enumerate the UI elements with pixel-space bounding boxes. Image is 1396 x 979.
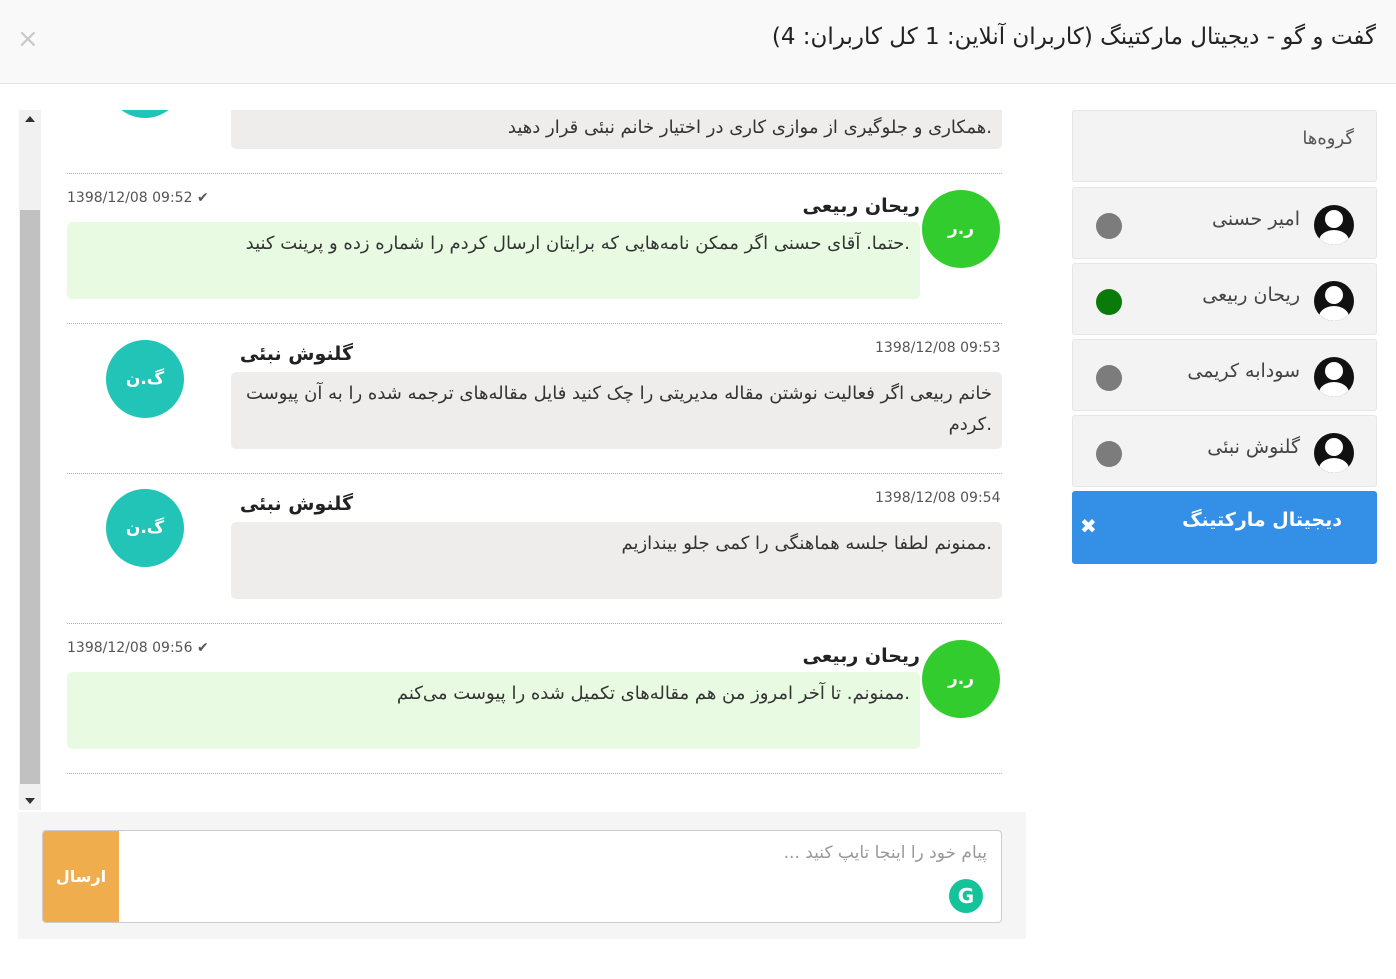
dialog-title: گفت و گو - دیجیتال مارکتینگ (کاربران آنلاین: 1 کل کاربران: 4) [771,24,1376,50]
message-text: حتما. آقای حسنی اگر ممکن نامه‌هایی که برایتان ارسال کردم را شماره زده و پرینت کنید. [245,233,910,254]
groups-label: گروه‌ها [1302,128,1354,149]
sender-name: گلنوش نبئی [239,493,353,515]
sidebar-user-golnoush[interactable] [1072,415,1377,487]
message-bubble [67,672,920,749]
message-time: 1398/12/08 09:53 [875,340,1001,356]
message-input[interactable] [42,830,1002,923]
user-name: سودابه کریمی [1187,360,1300,382]
message-bubble [231,110,1002,149]
user-icon [1314,357,1354,397]
avatar: ر.ر [922,190,1000,268]
scroll-up-icon[interactable] [25,116,35,122]
divider [67,473,1002,474]
close-icon[interactable]: ✖ [1080,514,1097,538]
scroll-down-icon[interactable] [25,798,35,804]
message-placeholder: پیام خود را اینجا تایپ کنید ... [783,843,987,863]
user-icon [1314,433,1354,473]
message-text: ممنونم لطفا جلسه هماهنگی را کمی جلو بیندازیم. [621,533,992,554]
message-time: 1398/12/08 09:56 ✔ [67,640,209,656]
avatar: گ.ن [106,489,184,567]
status-dot-offline [1096,213,1122,239]
divider [67,173,1002,174]
message-text: همکاری و جلوگیری از موازی کاری در اختیار خانم نبئی قرار دهید. [507,117,992,138]
chat-scrollbar[interactable] [19,110,41,810]
user-icon [1314,205,1354,245]
user-name: ریحان ربیعی [1202,284,1300,306]
close-icon[interactable]: × [17,24,39,54]
grammarly-icon[interactable]: G [949,879,983,913]
group-name: دیجیتال مارکتینگ [1182,509,1342,531]
divider [67,323,1002,324]
user-name: امیر حسنی [1212,208,1300,230]
composer [18,812,1026,939]
status-dot-offline [1096,441,1122,467]
status-dot-offline [1096,365,1122,391]
avatar: گ.ن [106,340,184,418]
check-icon: ✔ [196,640,209,656]
sender-name: ریحان ربیعی [802,645,920,667]
user-name: گلنوش نبئی [1207,436,1300,458]
sidebar-user-reyhan[interactable] [1072,263,1377,335]
avatar: ر.ر [922,640,1000,718]
sidebar-user-amir[interactable] [1072,187,1377,259]
scroll-thumb[interactable] [20,210,40,784]
dialog-header [0,0,1396,84]
divider [67,623,1002,624]
active-group-digital-marketing[interactable] [1072,491,1377,564]
message-bubble [231,522,1002,599]
send-button[interactable]: ارسال [43,831,119,922]
sidebar-user-soudabeh[interactable] [1072,339,1377,411]
message-text: خانم ربیعی اگر فعالیت نوشتن مقاله مدیریتی را چک کنید فایل مقاله‌های ترجمه شده را به آن پیوست کردم. [245,383,992,435]
message-bubble [67,222,920,299]
sender-name: گلنوش نبئی [239,343,353,365]
message-bubble [231,372,1002,449]
message-time: 1398/12/08 09:52 ✔ [67,190,209,206]
chat-messages[interactable] [18,110,1026,812]
sender-name: ریحان ربیعی [802,195,920,217]
groups-header [1072,110,1377,182]
message-text: ممنونم. تا آخر امروز من هم مقاله‌های تکمیل شده را پیوست می‌کنم. [396,683,910,704]
status-dot-online [1096,289,1122,315]
check-icon: ✔ [196,190,209,206]
divider [67,773,1002,774]
message-time: 1398/12/08 09:54 [875,490,1001,506]
avatar [106,110,184,118]
user-icon [1314,281,1354,321]
